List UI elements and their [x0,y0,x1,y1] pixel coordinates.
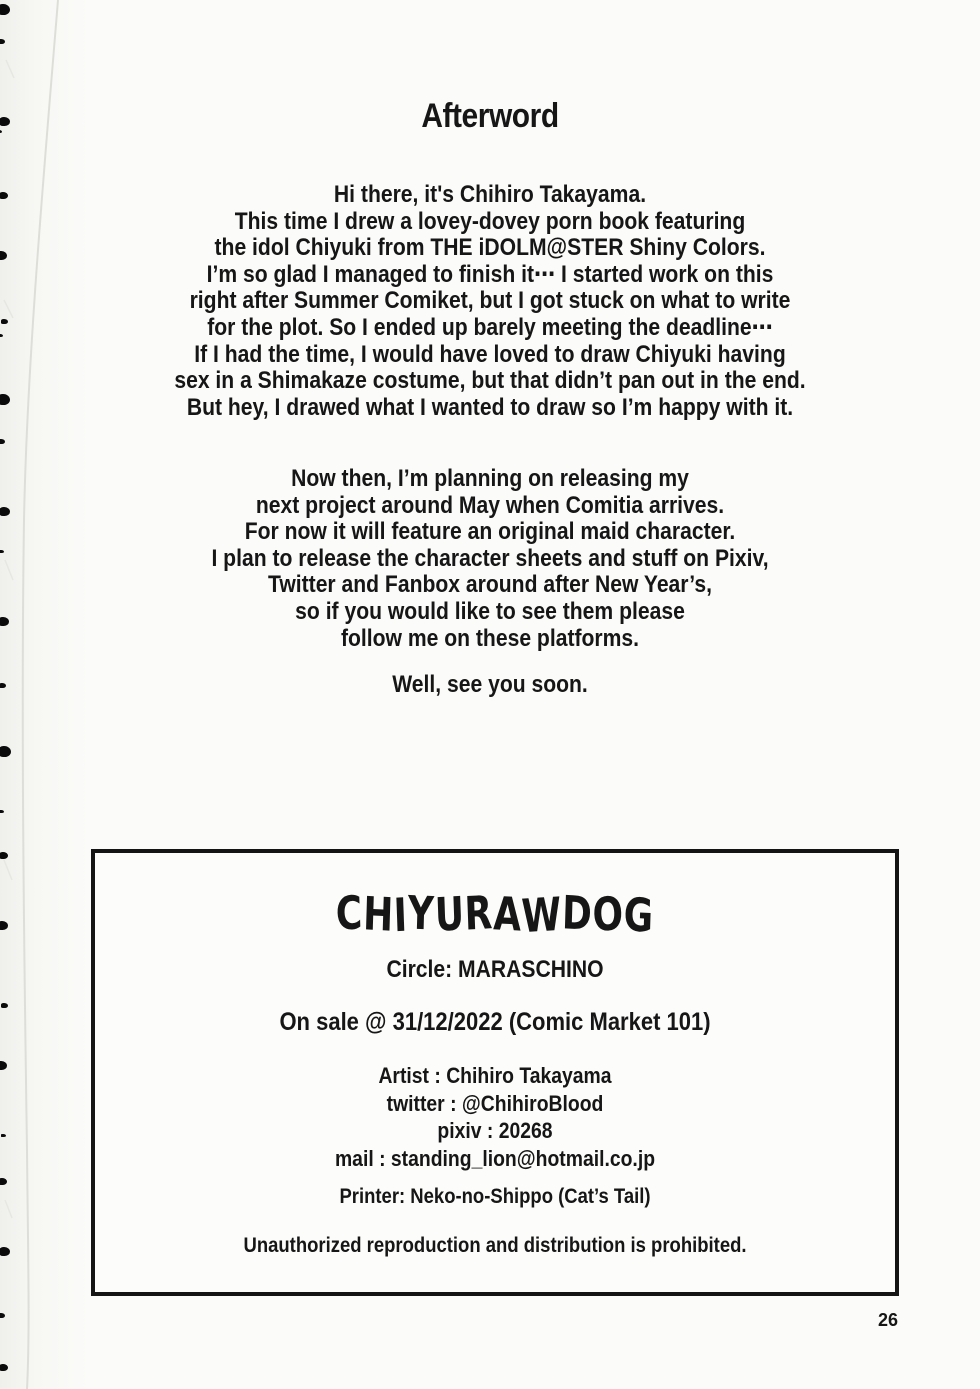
book-title: CHIYURAWDOG [334,885,655,944]
text-line: pixiv : 20268 [437,1118,553,1143]
text-line: If I had the time, I would have loved to draw Chiyuki having [194,340,786,368]
closing-line: Well, see you soon. [392,671,588,698]
circle-name: Circle: MARASCHINO [386,956,604,983]
colophon-box [91,849,899,1296]
page-number: 26 [877,1310,899,1330]
binding-marks-artifact [0,4,10,15]
text-line: Now then, I’m planning on releasing my [291,465,689,492]
text-line: twitter : @ChihiroBlood [386,1090,604,1116]
on-sale-info: On sale @ 31/12/2022 (Comic Market 101) [279,1008,711,1036]
text-line: I plan to release the character sheets and stuff on Pixiv, [211,544,769,572]
afterword-paragraph-2 [59,466,921,652]
printer-info: Printer: Neko-no-Shippo (Cat’s Tail) [339,1185,651,1208]
text-line: This time I drew a lovey-dovey porn book featuring [234,207,746,235]
text-line: next project around May when Comitia arrives. [255,491,725,519]
text-line: Hi there, it's Chihiro Takayama. [333,181,647,208]
text-line: right after Summer Comiket, but I got stuck on what to write [189,287,791,315]
text-line: follow me on these platforms. [340,624,640,652]
text-line: Twitter and Fanbox around after New Year’s, [267,571,713,599]
afterword-paragraph-1 [59,182,921,421]
copyright-notice: Unauthorized reproduction and distribution is prohibited. [243,1234,747,1257]
text-line: I’m so glad I managed to finish it⋯ I started work on this [206,260,774,288]
page-title: Afterword [421,97,559,135]
artist-contact-info [143,1062,847,1172]
text-line: for the plot. So I ended up barely meeting the deadline⋯ [207,313,773,341]
text-line: the idol Chiyuki from THE iDOLM@STER Shiny Colors. [214,234,766,262]
text-line: so if you would like to see them please [295,597,685,625]
text-line: mail : standing_lion@hotmail.co.jp [334,1145,656,1171]
text-line: sex in a Shimakaze costume, but that didn’t pan out in the end. [174,367,806,395]
text-line: Artist : Chihiro Takayama [378,1063,612,1088]
text-line: But hey, I drawed what I wanted to draw so I’m happy with it. [186,393,794,421]
text-line: For now it will feature an original maid character. [244,518,736,546]
